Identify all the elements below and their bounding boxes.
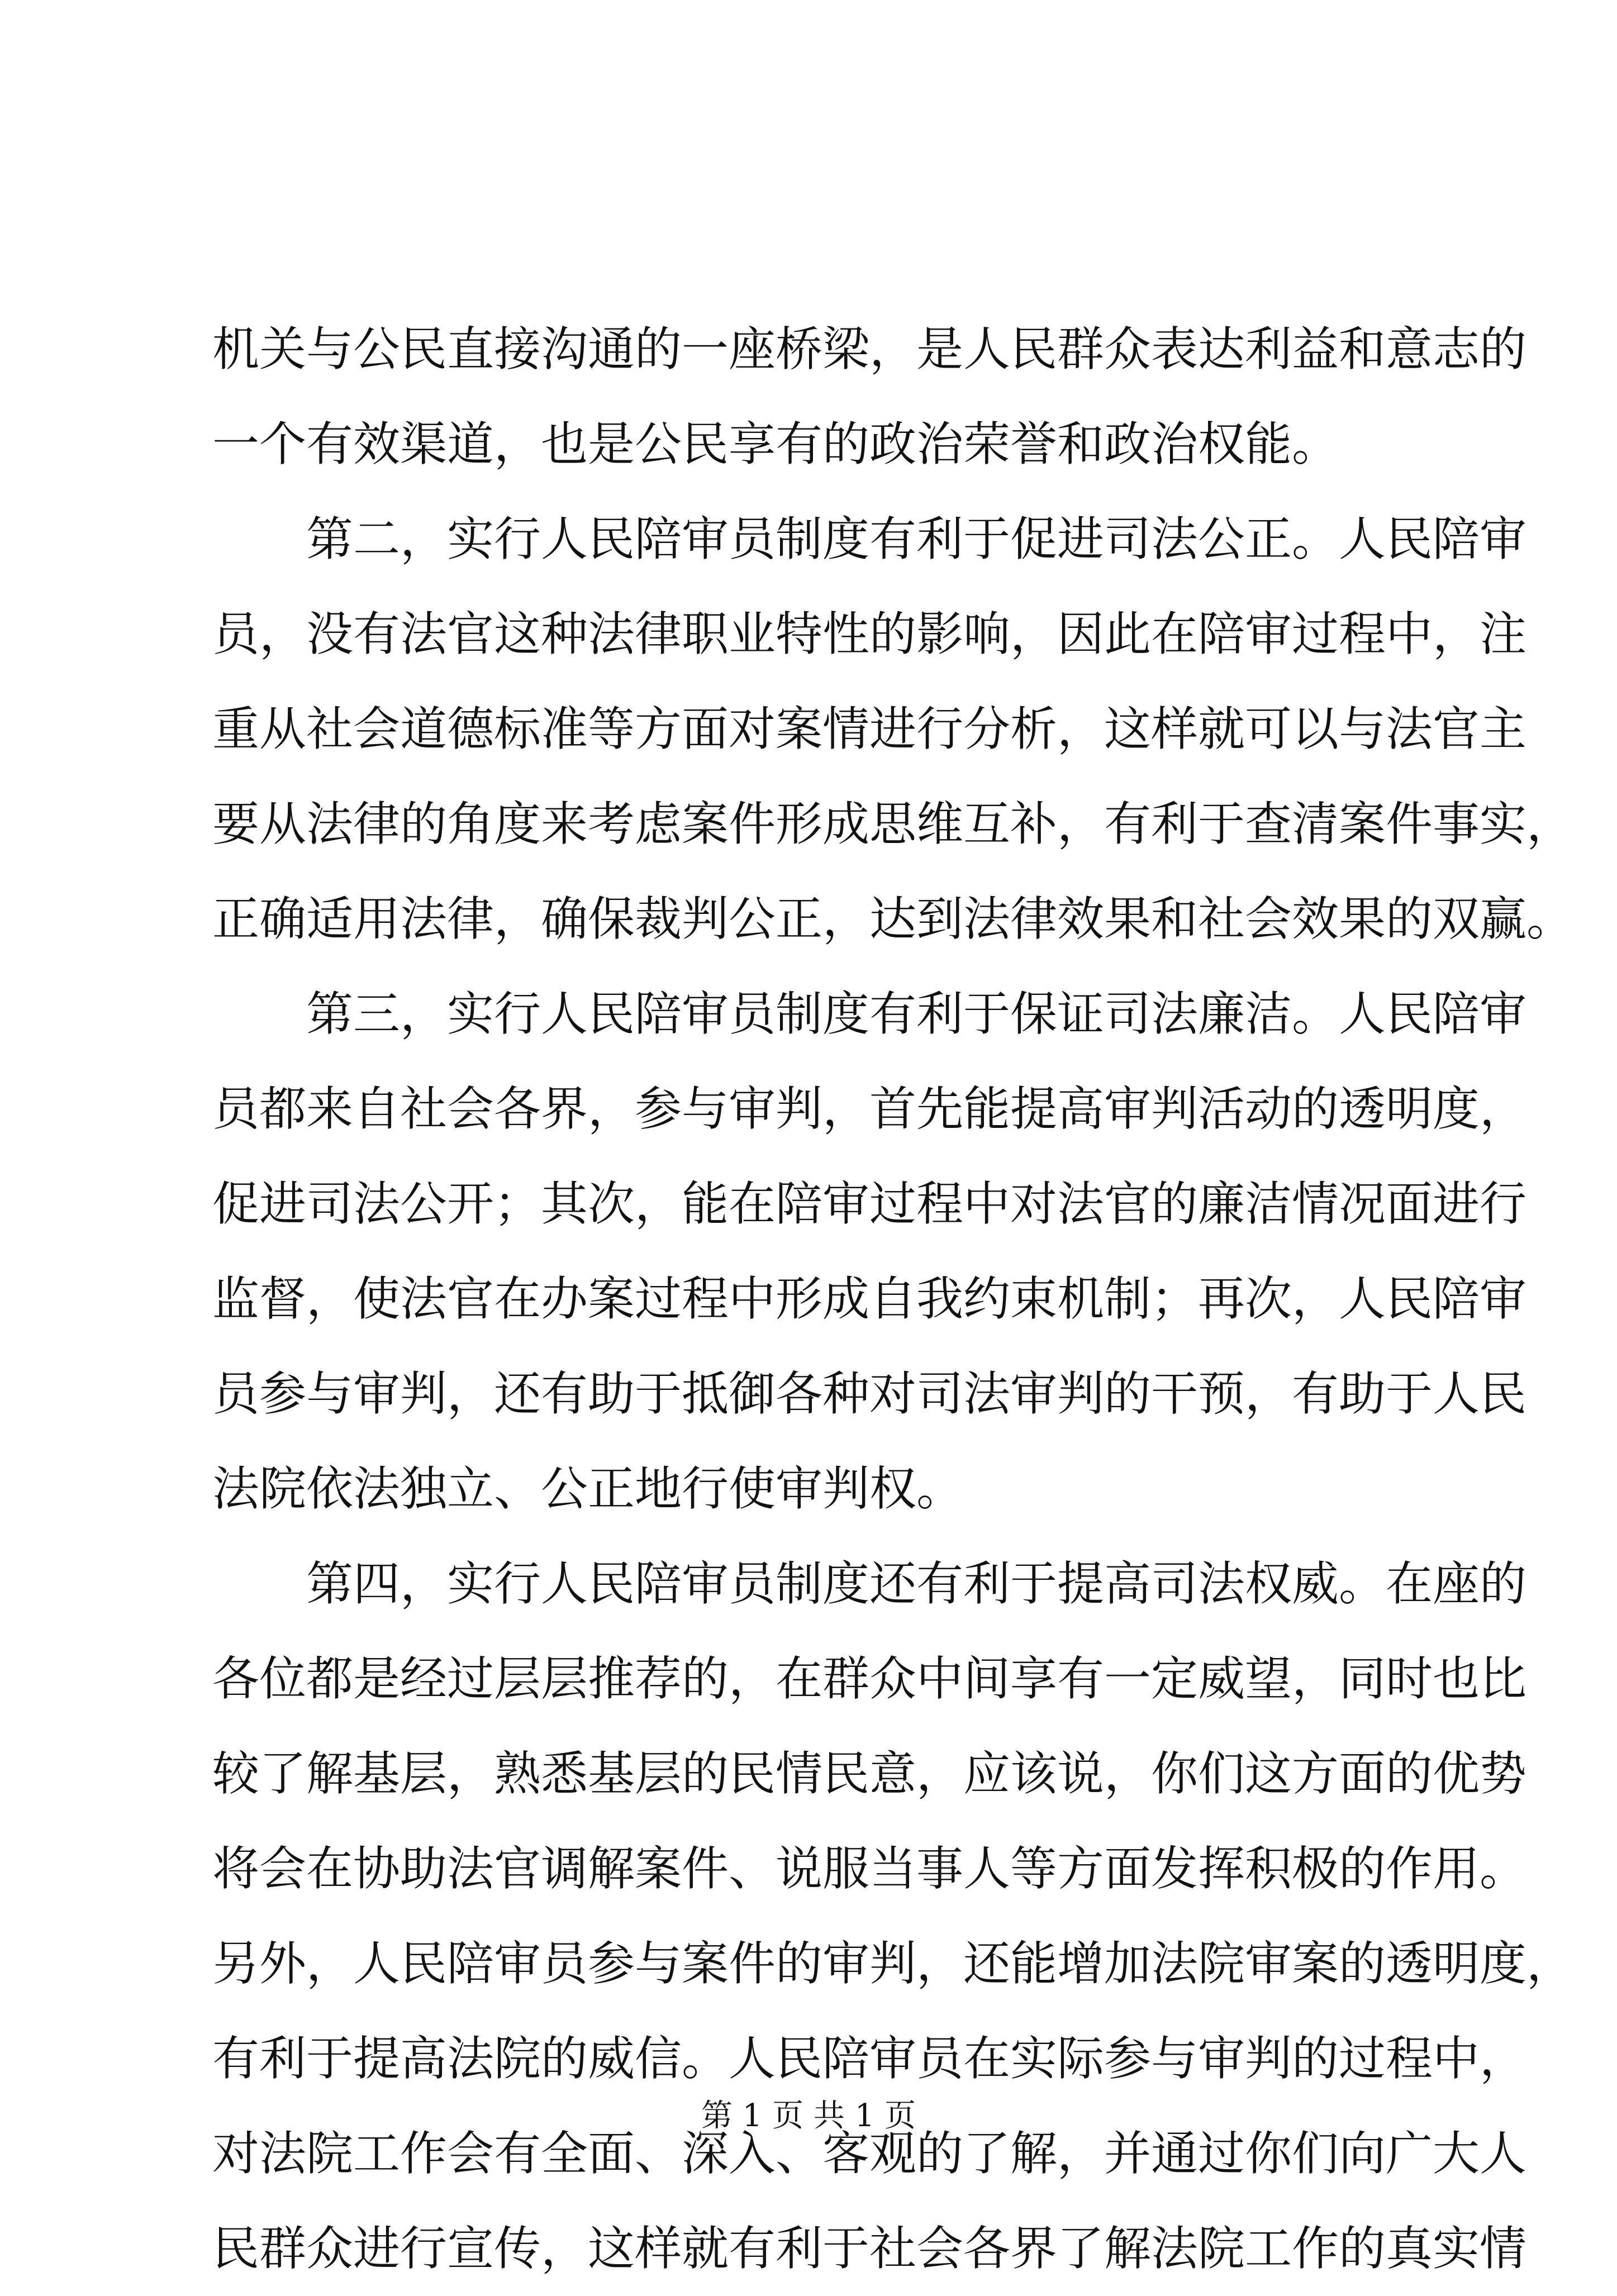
text-line: 要从法律的角度来考虑案件形成思维互补，有利于查清案件事实， bbox=[212, 797, 1574, 851]
document-body bbox=[212, 302, 1574, 2296]
text-line: 正确适用法律，确保裁判公正，达到法律效果和社会效果的双赢。 bbox=[212, 892, 1574, 946]
text-line: 对法院工作会有全面、深入、客观的了解，并通过你们向广大人 bbox=[212, 2126, 1527, 2181]
paragraph-start-line: 第四，实行人民陪审员制度还有利于提高司法权威。在座的 bbox=[306, 1556, 1527, 1611]
text-line: 另外，人民陪审员参与案件的审判，还能增加法院审案的透明度， bbox=[212, 1936, 1574, 1991]
paragraph-start-line: 第二，实行人民陪审员制度有利于促进司法公正。人民陪审 bbox=[306, 512, 1527, 566]
text-line: 机关与公民直接沟通的一座桥梁，是人民群众表达利益和意志的 bbox=[212, 322, 1527, 377]
text-line: 监督，使法官在办案过程中形成自我约束机制；再次，人民陪审 bbox=[212, 1271, 1527, 1326]
text-line: 将会在协助法官调解案件、说服当事人等方面发挥积极的作用。 bbox=[212, 1841, 1527, 1896]
paragraph-start-line: 第三，实行人民陪审员制度有利于保证司法廉洁。人民陪审 bbox=[306, 987, 1527, 1041]
page-footer bbox=[0, 2094, 1617, 2138]
text-line: 促进司法公开；其次，能在陪审过程中对法官的廉洁情况面进行 bbox=[212, 1176, 1527, 1231]
text-line: 一个有效渠道，也是公民享有的政治荣誉和政治权能。 bbox=[212, 417, 1339, 471]
text-line: 员，没有法官这种法律职业特性的影响，因此在陪审过程中，注 bbox=[212, 607, 1527, 661]
text-line: 员都来自社会各界，参与审判，首先能提高审判活动的透明度， bbox=[212, 1082, 1527, 1136]
text-line: 员参与审判，还有助于抵御各种对司法审判的干预，有助于人民 bbox=[212, 1366, 1527, 1421]
page-number: 第 1 页 共 1 页 bbox=[701, 2098, 916, 2134]
text-line: 各位都是经过层层推荐的，在群众中间享有一定威望，同时也比 bbox=[212, 1651, 1527, 1706]
text-line: 民群众进行宣传，这样就有利于社会各界了解法院工作的真实情 bbox=[212, 2221, 1527, 2276]
text-line: 有利于提高法院的威信。人民陪审员在实际参与审判的过程中， bbox=[212, 2031, 1527, 2086]
text-line: 较了解基层，熟悉基层的民情民意，应该说，你们这方面的优势 bbox=[212, 1746, 1527, 1801]
text-line: 法院依法独立、公正地行使审判权。 bbox=[212, 1461, 964, 1516]
text-line: 重从社会道德标准等方面对案情进行分析，这样就可以与法官主 bbox=[212, 702, 1527, 756]
